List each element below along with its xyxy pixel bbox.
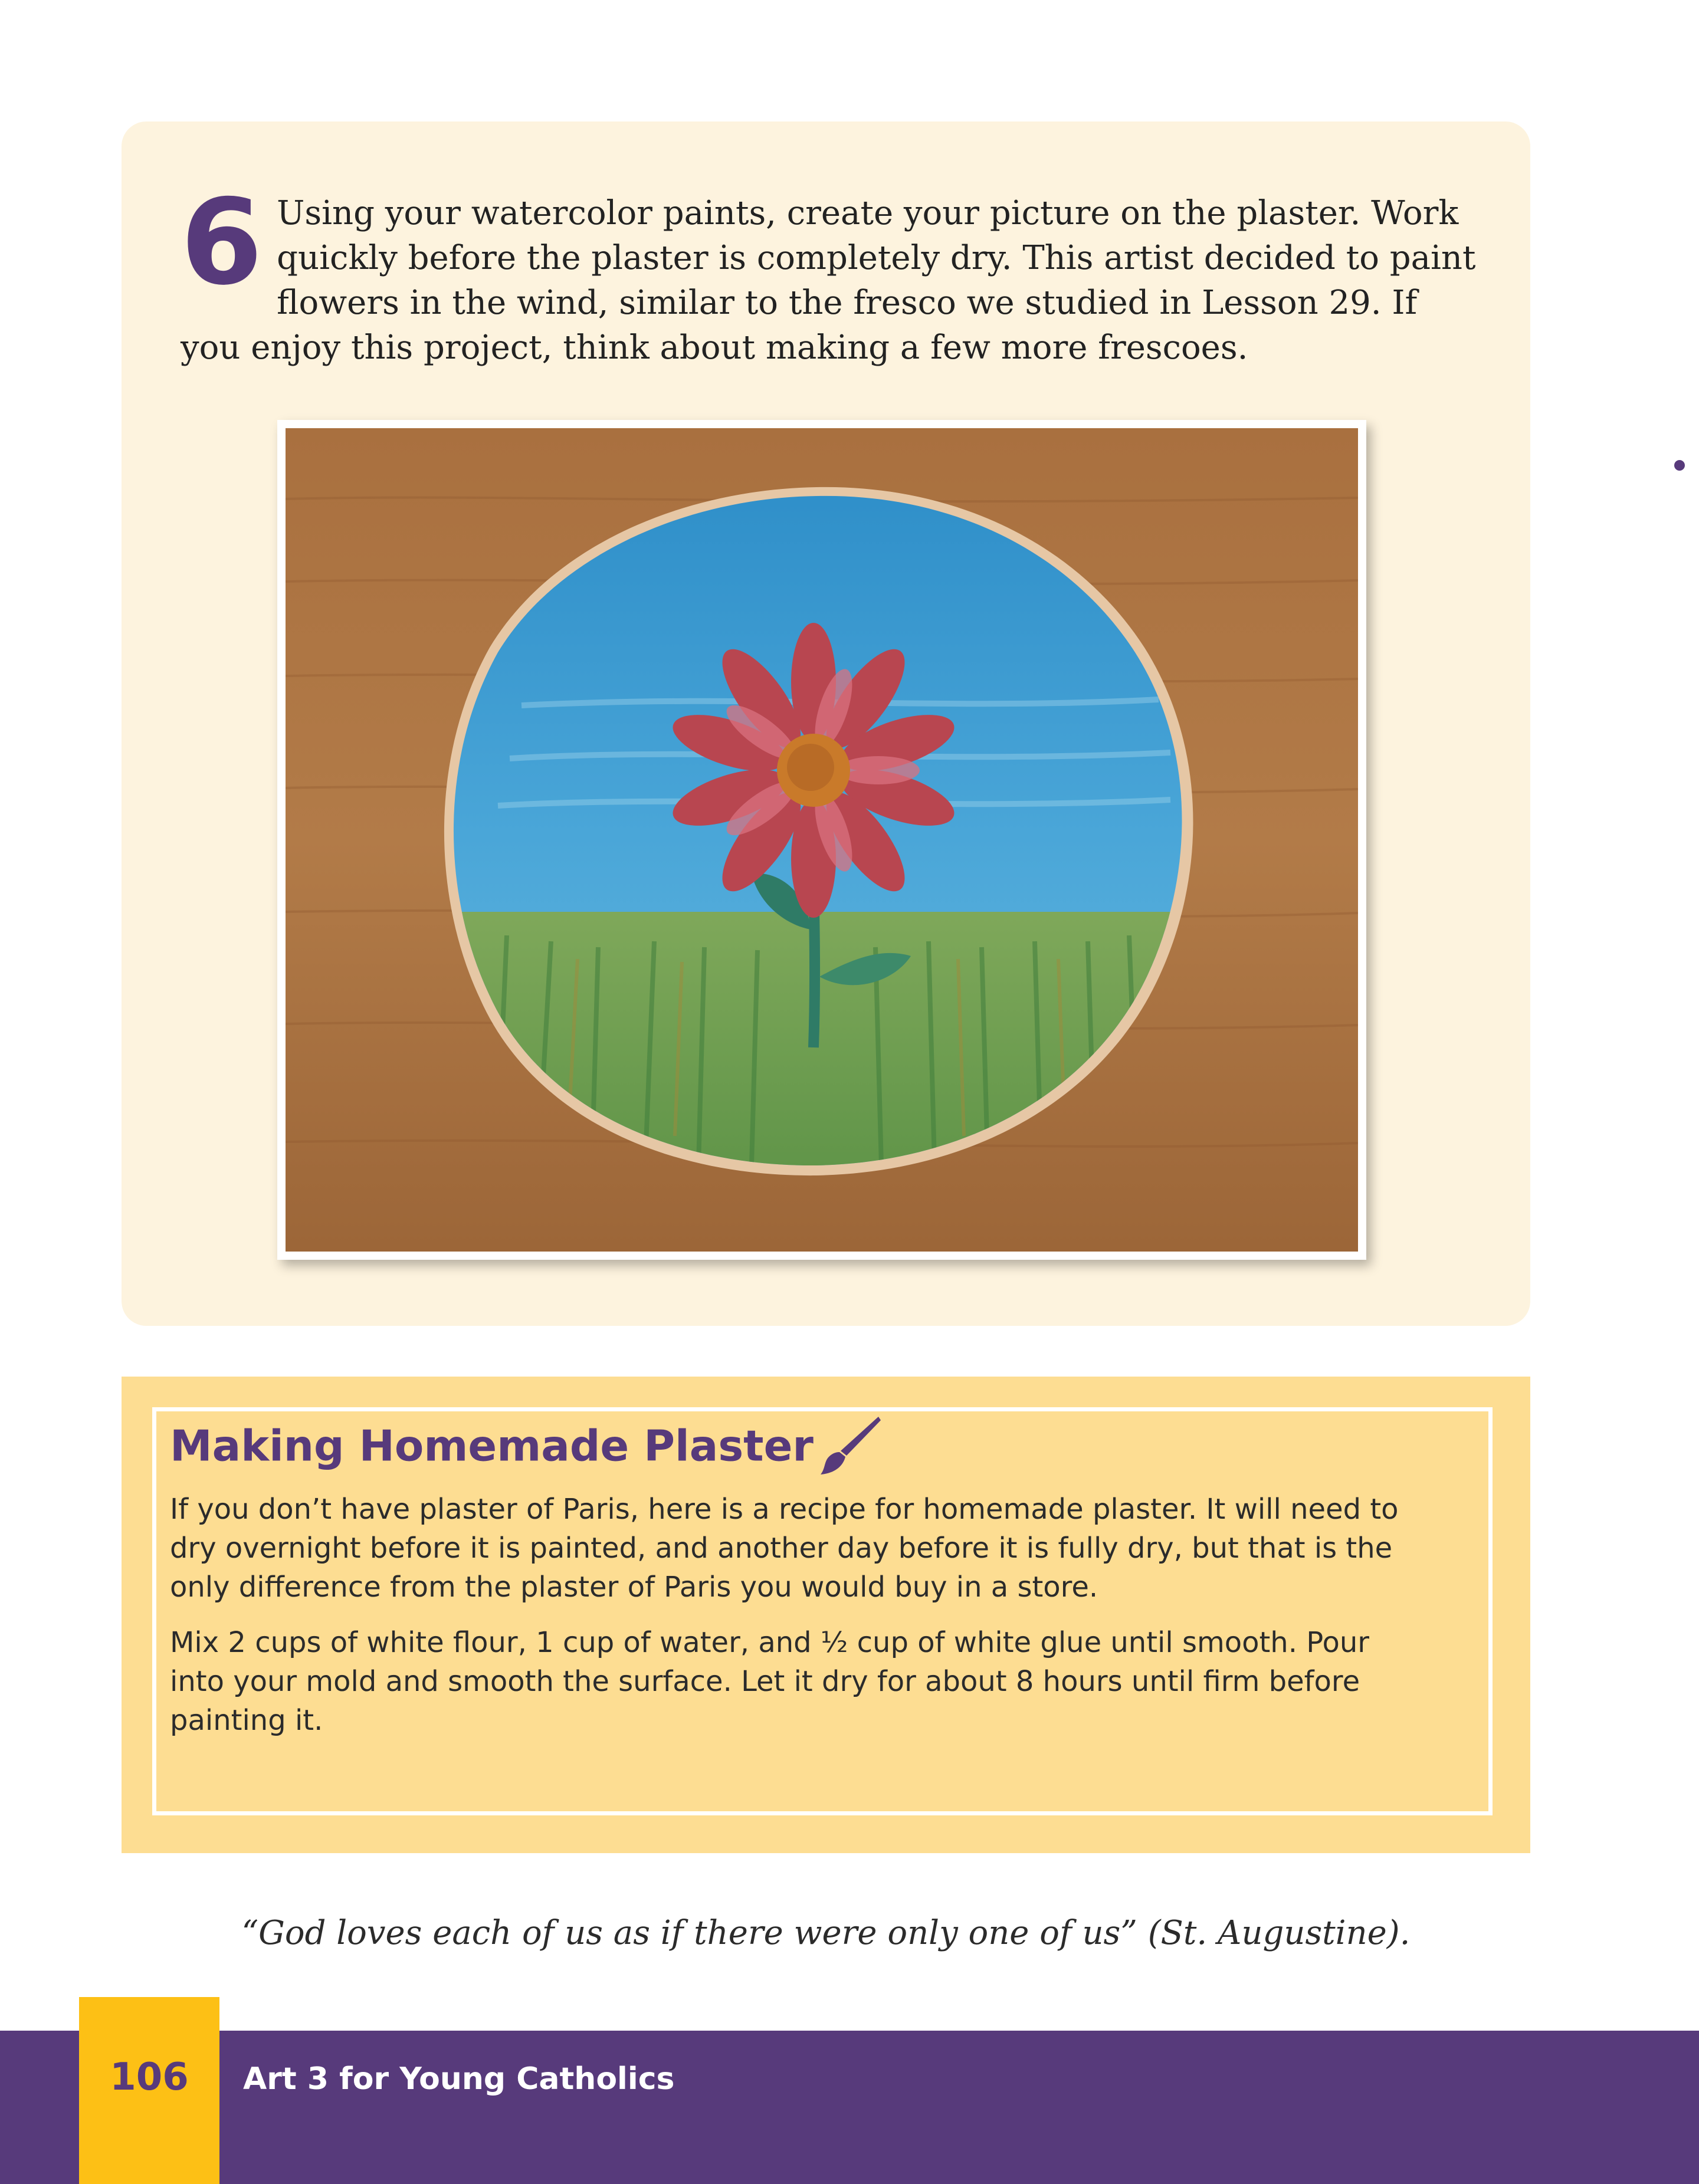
book-title: Art 3 for Young Catholics	[243, 2061, 675, 2097]
step-instructions: Using your watercolor paints, create your picture on the plaster. Work quickly before the plaster is completely dry. This artist decided to paint flowers in the wind, similar to the fresco we studied in Lesson 29. If you enjoy this project, think about making a few more frescoes.	[181, 194, 1476, 367]
homemade-plaster-title-text: Making Homemade Plaster	[170, 1421, 814, 1471]
paintbrush-icon	[817, 1414, 883, 1477]
homemade-plaster-title	[170, 1418, 883, 1480]
footer-bar	[0, 2031, 1699, 2184]
margin-dot	[1674, 460, 1685, 471]
homemade-plaster-box	[122, 1377, 1530, 1853]
page-number: 106	[110, 2055, 189, 2099]
step-number: 6	[181, 174, 261, 311]
painted-plaster-flower-photo	[286, 428, 1358, 1252]
photo-frame	[277, 420, 1366, 1260]
homemade-plaster-paragraph-1: If you don’t have plaster of Paris, here is a recipe for homemade plaster. It will need to dry overnight before it is painted, and another day before it is fully dry, but that is the only difference from the plaster of Paris you would buy in a store.	[170, 1493, 1399, 1604]
augustine-quote: “God loves each of us as if there were only one of us” (St. Augustine).	[241, 1914, 1411, 1952]
step-card	[122, 121, 1530, 1326]
homemade-plaster-paragraph-2: Mix 2 cups of white flour, 1 cup of water, and ½ cup of white glue until smooth. Pour into your mold and smooth the surface. Let it dry for about 8 hours until firm before painting it.	[170, 1626, 1369, 1737]
step-text-block	[181, 174, 1478, 370]
